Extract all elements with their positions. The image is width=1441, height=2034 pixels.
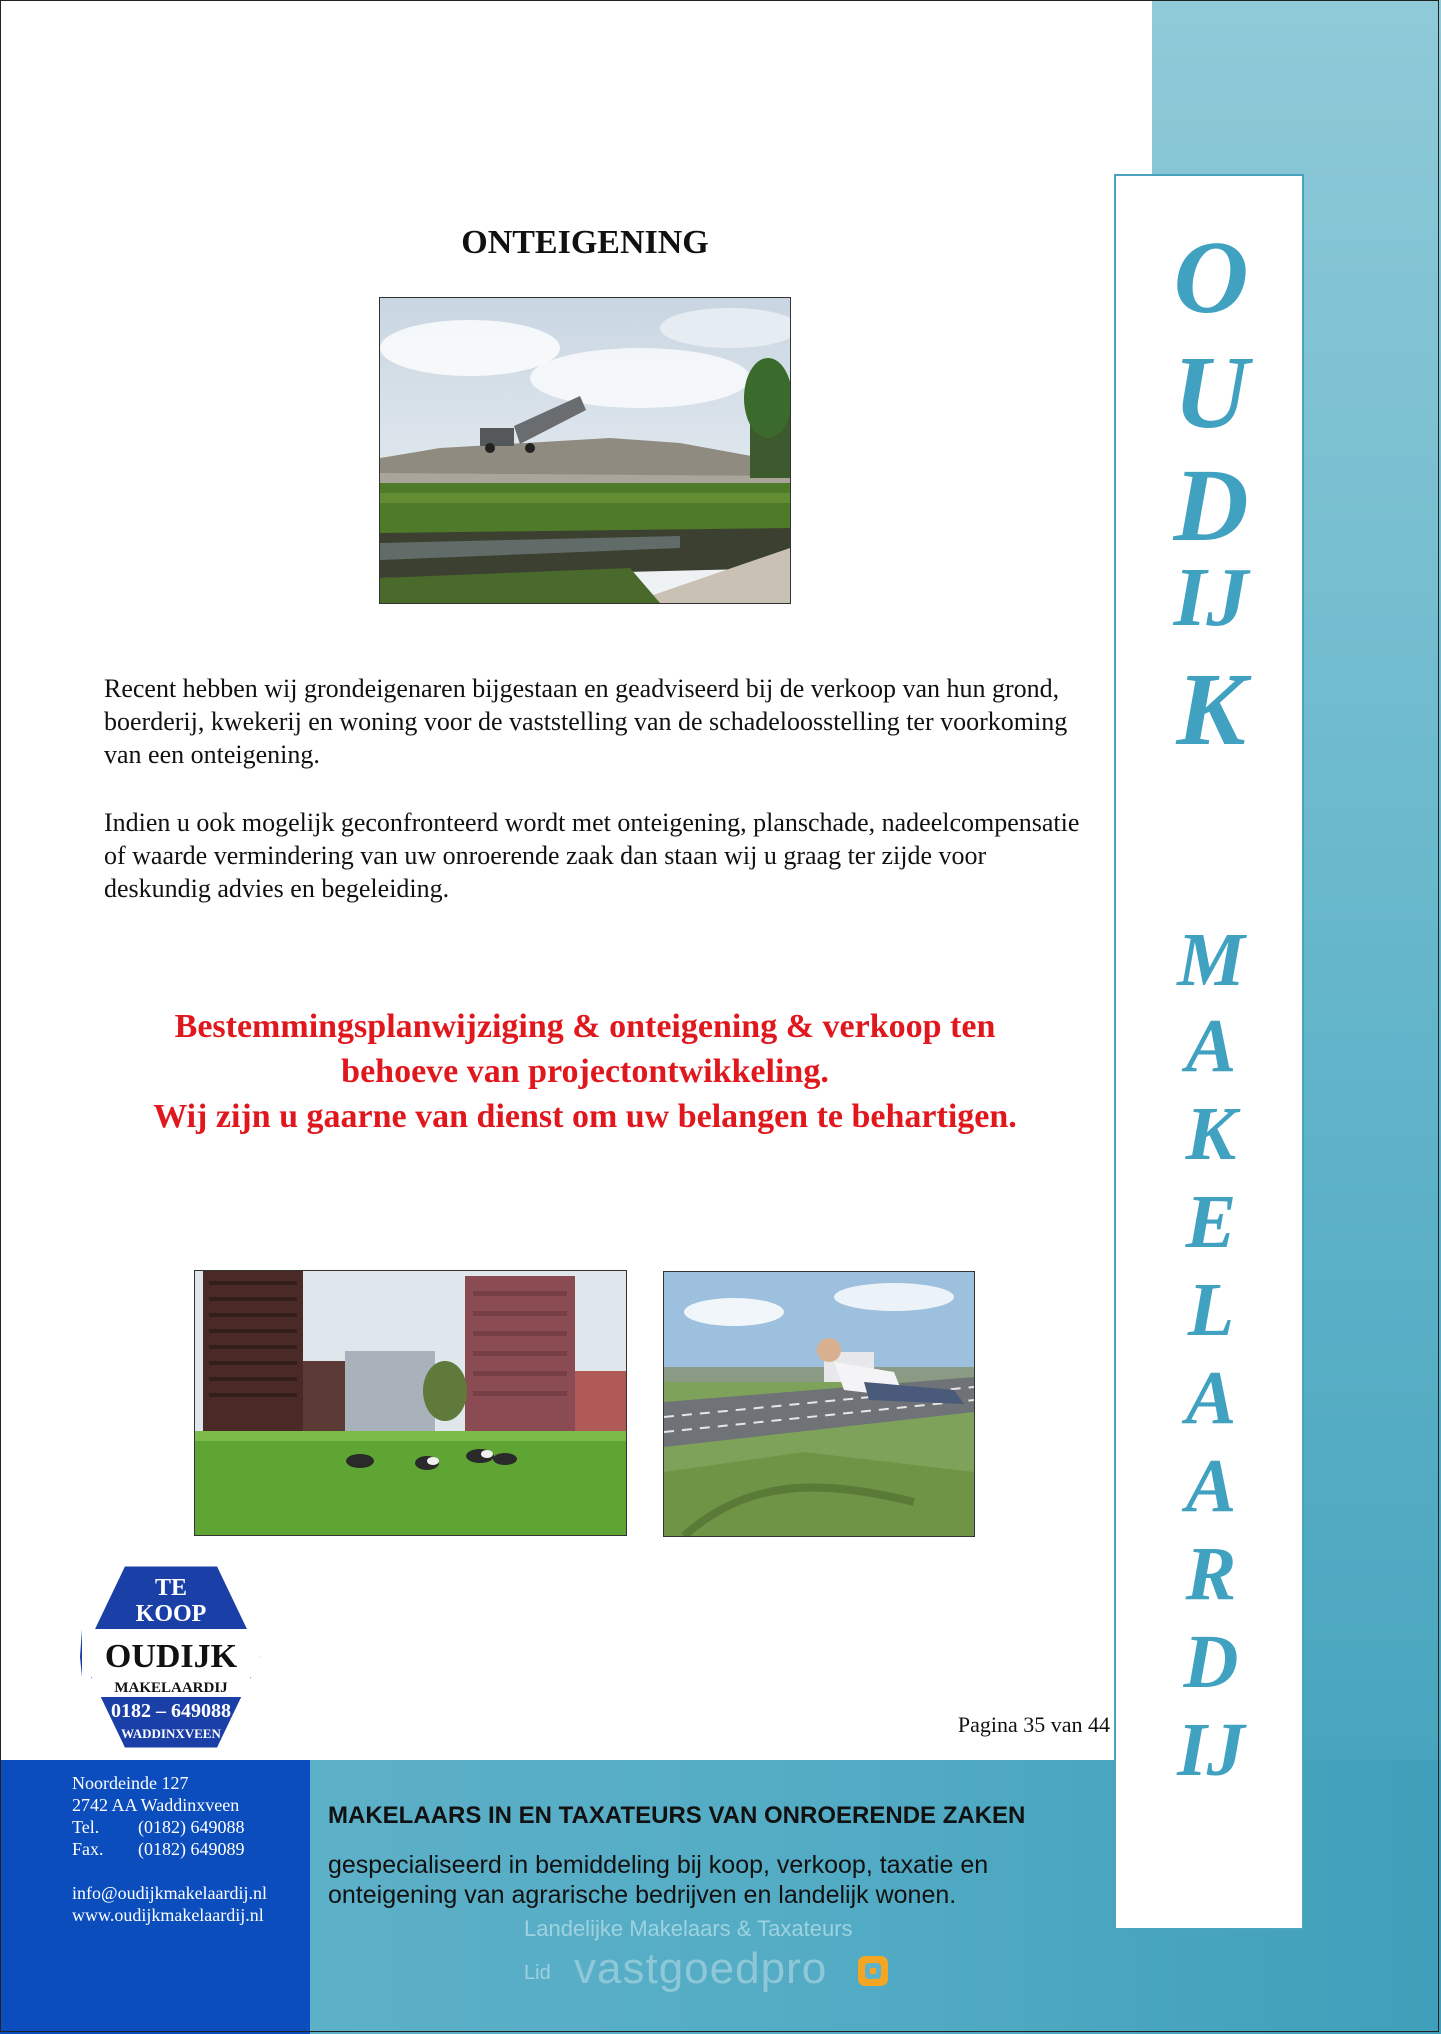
vastgoedpro-logo-text: vastgoedpro <box>574 1944 828 1993</box>
brand-letter-e: E <box>1185 1180 1237 1264</box>
highlight-text <box>100 1004 1070 1139</box>
sign-line-1: TE <box>154 1575 188 1601</box>
brand-letter-ij2: IJ <box>1177 1708 1245 1792</box>
brand-letter-a2: A <box>1185 1356 1237 1440</box>
sign-sub: MAKELAARDIJ <box>114 1680 228 1696</box>
description-line-2: onteigening van agrarische bedrijven en landelijk wonen. <box>328 1881 957 1909</box>
photo-dump-truck <box>379 297 791 604</box>
contact-street: Noordeinde 127 <box>72 1773 189 1793</box>
brand-letter-o: O <box>1173 220 1249 335</box>
contact-tel: (0182) 649088 <box>138 1817 245 1837</box>
highlight-line-1: Bestemmingsplanwijziging & onteigening & verkoop ten <box>174 1008 996 1045</box>
page-number: Pagina 35 van 44 <box>957 1712 1110 1737</box>
contact-block <box>0 1760 310 2034</box>
page-title: ONTEIGENING <box>461 224 709 261</box>
brand-letter-k2: K <box>1185 1092 1237 1176</box>
sign-place: WADDINXVEEN <box>121 1726 221 1741</box>
paragraph-2: Indien u ook mogelijk geconfronteerd wordt met onteigening, planschade, nadeelcompensatie of waarde vermindering van uw onroerende zaak dan staan wij u graag ter zijde voor deskundig advies en begeleiding. <box>104 808 1080 903</box>
membership-subtitle: Landelijke Makelaars & Taxateurs <box>524 1916 853 1941</box>
footer-tagline: MAKELAARS IN EN TAXATEURS VAN ONROERENDE ZAKEN <box>328 1802 1026 1829</box>
highlight-line-3: Wij zijn u gaarne van dienst om uw belangen te behartigen. <box>153 1098 1017 1135</box>
contact-tel-label: Tel. <box>72 1817 100 1837</box>
photo-highrise-meadow <box>194 1270 627 1536</box>
footer-description <box>328 1850 988 1910</box>
highlight-line-2: behoeve van projectontwikkeling. <box>341 1053 829 1090</box>
brand-letter-d: D <box>1173 448 1249 563</box>
brand-letter-a3: A <box>1185 1444 1237 1528</box>
brand-letter-l: L <box>1187 1268 1235 1352</box>
motorway-man-scene <box>664 1272 974 1536</box>
sign-line-2: KOOP <box>135 1601 207 1627</box>
description-line-1: gespecialiseerd in bemiddeling bij koop, verkoop, taxatie en <box>328 1851 989 1879</box>
photo-motorway-man <box>663 1271 975 1537</box>
membership-lid: Lid <box>524 1962 551 1984</box>
brand-letter-u: U <box>1173 335 1249 450</box>
vastgoedpro-logo-icon <box>856 1954 890 1988</box>
te-koop-sign-logo <box>78 1563 264 1751</box>
contact-fax-label: Fax. <box>72 1839 104 1859</box>
brand-letter-ij: IJ <box>1173 551 1249 644</box>
paragraph-1: Recent hebben wij grondeigenaren bijgestaan en geadviseerd bij de verkoop van hun grond, boerderij, kwekerij en woning voor de vaststelling van de schadeloosstelling ter voorkoming van een onteigening. <box>104 674 1068 769</box>
brand-letter-d2: D <box>1183 1620 1239 1704</box>
vertical-brand-banner <box>1114 174 1304 1930</box>
highrise-meadow-scene <box>195 1271 626 1535</box>
brand-letter-r: R <box>1185 1532 1237 1616</box>
brand-letter-k: K <box>1176 652 1246 767</box>
sign-phone: 0182 – 649088 <box>111 1700 231 1722</box>
dump-truck-scene <box>380 298 790 603</box>
brand-letter-m: M <box>1177 918 1245 1002</box>
contact-website[interactable]: www.oudijkmakelaardij.nl <box>72 1905 264 1925</box>
contact-postcode: 2742 AA Waddinxveen <box>72 1795 240 1815</box>
contact-fax: (0182) 649089 <box>138 1839 245 1859</box>
brand-letter-a1: A <box>1185 1004 1237 1088</box>
sign-name: OUDIJK <box>104 1638 238 1675</box>
contact-email[interactable]: info@oudijkmakelaardij.nl <box>72 1883 268 1903</box>
